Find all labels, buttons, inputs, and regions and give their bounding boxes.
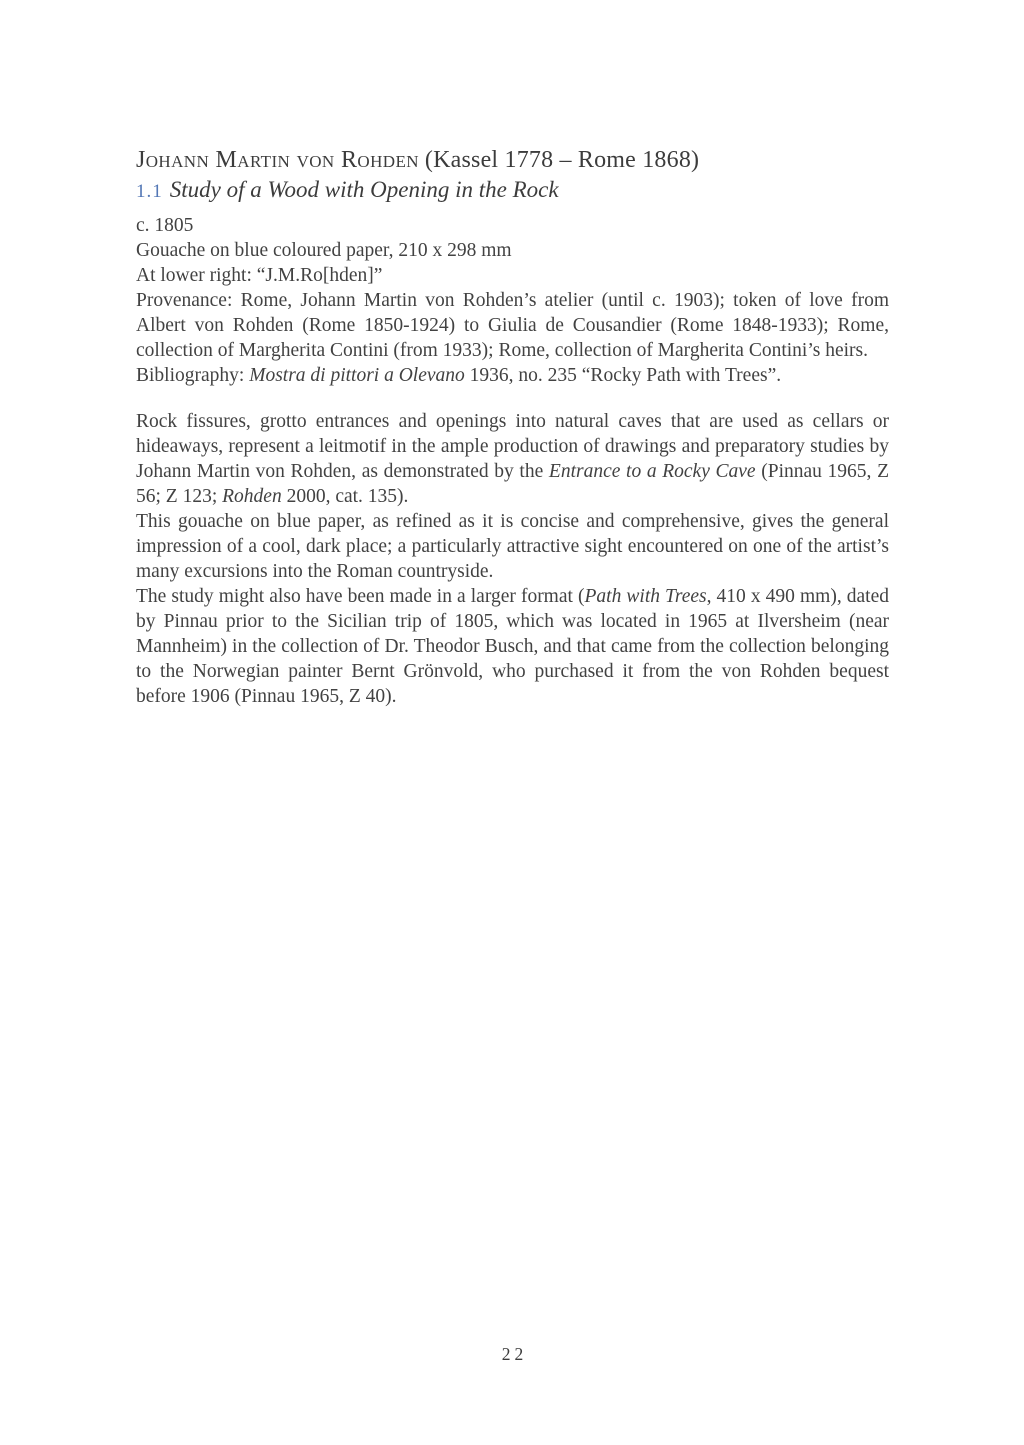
body-paragraph: The study might also have been made in a larger format (Path with Trees, 410 x 490 mm), dated by Pinnau prior to the Sicilian trip of 1805, which was located in 1965 at Ilversheim (near Mannheim) in the collection of Dr. Theodor Busch, and that came from the collection belonging to the Norwegian painter Bernt Grönvold, who purchased it from the von Rohden bequest before 1906 (Pinnau 1965, Z 40). bbox=[136, 586, 889, 707]
signature-line: At lower right: “J.M.Ro[hden]” bbox=[136, 265, 383, 286]
artist-heading bbox=[136, 146, 889, 175]
artist-name: Johann Martin von Rohden bbox=[136, 147, 419, 173]
medium-line: Gouache on blue coloured paper, 210 x 298 mm bbox=[136, 240, 512, 261]
bibliography-paragraph: Bibliography: Mostra di pittori a Olevano 1936, no. 235 “Rocky Path with Trees”. bbox=[136, 365, 782, 386]
body-paragraph: Rock fissures, grotto entrances and openings into natural caves that are used as cellars or hideaways, represent a leitmotif in the ample production of drawings and preparatory studies by Johann Martin von Rohden, as demonstrated by the Entrance to a Rocky Cave (Pinnau 1965, Z 56; Z 123; Rohden 2000, cat. 135). bbox=[136, 411, 889, 507]
reference-block bbox=[136, 288, 889, 388]
provenance-paragraph: Provenance: Rome, Johann Martin von Rohden’s atelier (until c. 1903); token of love from Albert von Rohden (Rome 1850-1924) to Giulia de Cousandier (Rome 1848-1933); Rome, collection of Margherita Contini (from 1933); Rome, collection of Margherita Contini’s heirs. bbox=[136, 290, 889, 361]
text-column bbox=[136, 146, 889, 709]
work-details bbox=[136, 213, 889, 288]
date-line: c. 1805 bbox=[136, 215, 194, 236]
artist-dates: (Kassel 1778 – Rome 1868) bbox=[424, 147, 700, 173]
body-text bbox=[136, 409, 889, 709]
page-number: 22 bbox=[501, 1344, 528, 1364]
catalog-number: 1.1 bbox=[136, 181, 163, 202]
body-paragraph: This gouache on blue paper, as refined as it is concise and comprehensive, gives the general impression of a cool, dark place; a particularly attractive sight encountered on one of the artist’s many excursions into the Roman countryside. bbox=[136, 511, 889, 582]
work-title: Study of a Wood with Opening in the Rock bbox=[169, 177, 559, 202]
work-title-line bbox=[136, 176, 889, 206]
